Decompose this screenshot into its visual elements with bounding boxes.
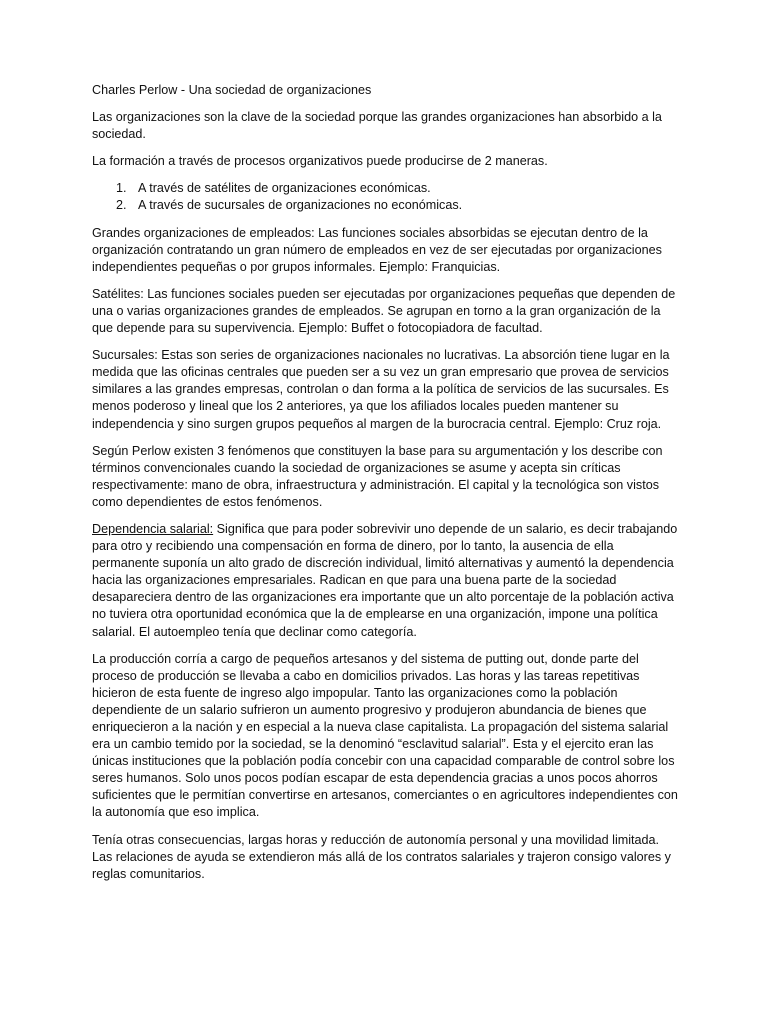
paragraph-satellites: Satélites: Las funciones sociales pueden ser ejecutadas por organizaciones pequeñas que dependen de una o varias organizaciones grandes de empleados. Se agrupan en torno a la gran organización de la que depende para su supervivencia. Ejemplo: Buffet o fotocopiadora de facultad. <box>92 286 676 336</box>
paragraph-branches: Sucursales: Estas son series de organizaciones nacionales no lucrativas. La absorción tiene lugar en la medida que las oficinas centrales que pueden ser a su vez un gran empresario que provea de servicios similares a las grandes empresas, controlan o dan forma a la política de servicios de las sucursales. Es menos poderoso y lineal que los 2 anteriores, ya que los afiliados locales pueden mantener su independencia y sino surgen grupos pequeños al margen de la burocracia central. Ejemplo: Cruz roja. <box>92 348 670 431</box>
list-number: 2. <box>116 198 127 213</box>
list-item <box>92 180 682 197</box>
document-page <box>92 82 682 893</box>
list-item-text: A través de sucursales de organizaciones no económicas. <box>138 198 463 213</box>
paragraph-wage-dependence <box>92 521 682 641</box>
list-item <box>92 197 682 214</box>
paragraph-formation: La formación a través de procesos organizativos puede producirse de 2 maneras. <box>92 154 548 169</box>
paragraph-large-organizations: Grandes organizaciones de empleados: Las funciones sociales absorbidas se ejecutan dentro de la organización contratando un gran número de empleados en vez de ser ejecutadas por organizaciones independientes pequeñas o por grupos informales. Ejemplo: Franquicias. <box>92 225 662 274</box>
paragraph-consequences: Tenía otras consecuencias, largas horas y reducción de autonomía personal y una movilidad limitada. Las relaciones de ayuda se extendieron más allá de los contratos salariales y trajeron consigo valores y reglas comunitarios. <box>92 832 671 881</box>
wage-dependence-heading: Dependencia salarial: <box>92 521 214 536</box>
list-item-text: A través de satélites de organizaciones económicas. <box>138 181 431 196</box>
list-number: 1. <box>116 181 127 196</box>
paragraph-production: La producción corría a cargo de pequeños artesanos y del sistema de putting out, donde parte del proceso de producción se llevaba a cabo en domicilios privados. Las horas y las tareas repetitivas hicieron de esta fuente de ingreso algo impopular. Tanto las organizaciones como la población dependiente de un salario sufrieron un aumento progresivo y produjeron abundancia de bienes que enriquecieron a la nación y en especial a la nueva clase capitalista. La propagación del sistema salarial era un cambio temido por la sociedad, se la denominó “esclavitud salarial”. Esta y el ejercito eran las únicas instituciones que la población podía concebir con una capacidad comparable de control sobre los seres humanos. Solo unos pocos podían escapar de esta dependencia gracias a unos pocos ahorros suficientes que le permitían convertirse en artesanos, comerciantes o en agricultores independientes con la autonomía que eso implica. <box>92 651 678 820</box>
numbered-list <box>92 180 682 214</box>
document-title: Charles Perlow - Una sociedad de organizaciones <box>92 83 372 97</box>
paragraph-intro: Las organizaciones son la clave de la sociedad porque las grandes organizaciones han absorbido a la sociedad. <box>92 110 662 142</box>
paragraph-phenomena: Según Perlow existen 3 fenómenos que constituyen la base para su argumentación y los describe con términos convencionales cuando la sociedad de organizaciones se asume y acepta sin críticas respectivamente: mano de obra, infraestructura y administración. El capital y la tecnológica son vistos como dependientes de estos fenómenos. <box>92 443 663 509</box>
wage-dependence-text: Significa que para poder sobrevivir uno depende de un salario, es decir trabajando para otro y recibiendo una compensación en forma de dinero, por lo tanto, la ausencia de ella permanente suponía un alto grado de discreción individual, limitó alternativas y aumentó la dependencia hacia las organizaciones empresariales. Radican en que para una buena parte de la sociedad desapareciera dentro de las organizaciones era importante que un alto porcentaje de la población activa no tuviera otra oportunidad económica que la de emplearse en una organización, impone una política salarial. El autoempleo tenía que declinar como categoría. <box>92 521 678 639</box>
